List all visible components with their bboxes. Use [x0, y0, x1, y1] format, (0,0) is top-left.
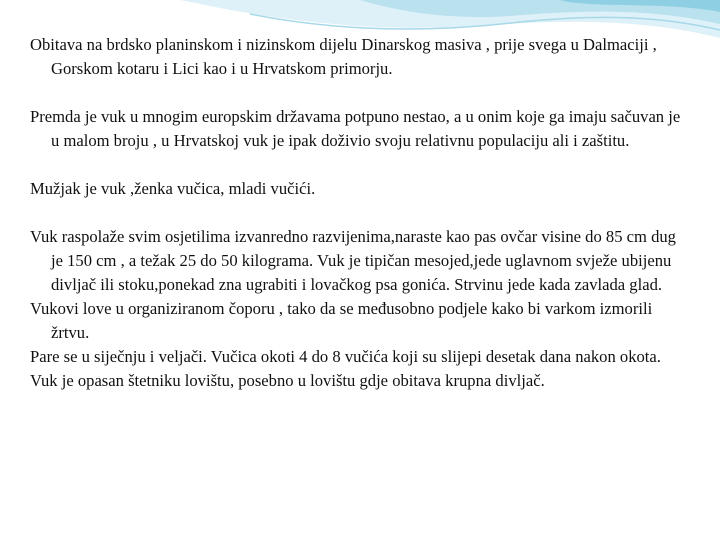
paragraph-description: Vuk raspolaže svim osjetilima izvanredno razvijenima,naraste kao pas ovčar visine do 85 cm dug je 150 cm , a težak 25 do 50 kilograma. Vuk je tipičan mesojed,jede uglavnom svježe ubijenu divljač ili stoku,ponekad zna ugrabiti i lovačkog psa gonića. Strvinu jede kada zavlada glad.	[30, 227, 676, 294]
paragraph-hunting: Vukovi love u organiziranom čoporu , tako da se međusobno podjele kako bi varkom izmorili žrtvu.	[30, 299, 653, 342]
text-content	[30, 33, 690, 393]
paragraph-danger: Vuk je opasan štetniku lovištu, posebno u lovištu gdje obitava krupna divljač.	[30, 371, 545, 390]
paragraph-names: Mužjak je vuk ,ženka vučica, mladi vučići.	[30, 179, 316, 198]
paragraph-breeding: Pare se u siječnju i veljači. Vučica okoti 4 do 8 vučića koji su slijepi desetak dana nakon okota.	[30, 347, 661, 366]
paragraph-habitat: Obitava na brdsko planinskom i nizinskom dijelu Dinarskog masiva , prije svega u Dalmaciji , Gorskom kotaru i Lici kao i u Hrvatskom primorju.	[30, 35, 657, 78]
paragraph-population: Premda je vuk u mnogim europskim državama potpuno nestao, a u onim koje ga imaju sačuvan je u malom broju , u Hrvatskoj vuk je ipak doživio svoju relativnu populaciju ali i zaštitu.	[30, 107, 681, 150]
